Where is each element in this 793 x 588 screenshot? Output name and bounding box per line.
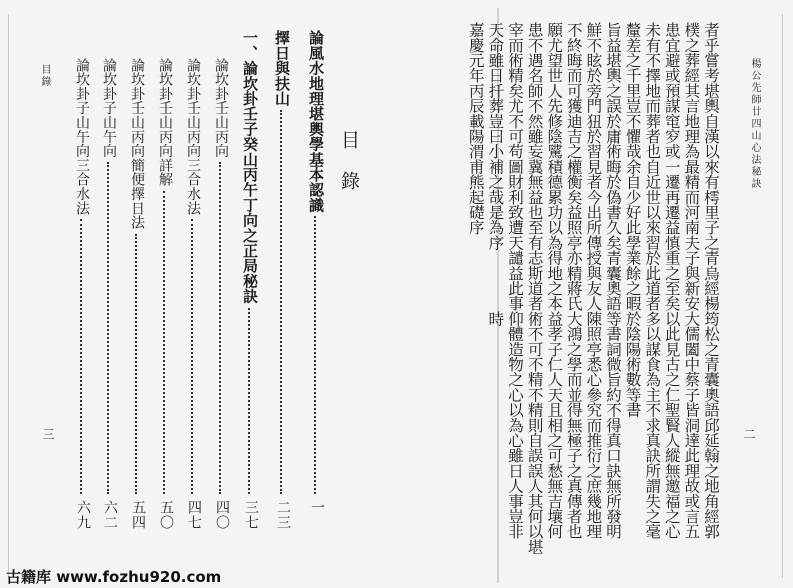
toc-entry-label: 論坎卦壬山丙向三合水法 [185, 58, 201, 216]
right-page-number: 二 [742, 428, 756, 440]
toc-page-number: 四〇 [214, 500, 230, 530]
toc-section-label: 擇日與扶山 [273, 30, 291, 106]
toc-page-number: 六二 [102, 500, 118, 530]
toc-dot-leader [219, 162, 221, 494]
toc-entry-label: 論坎卦壬山丙向 [213, 58, 229, 159]
preface-column: 不終晦而可獲迪吉之權衡矣益照亭亦精蔣氏大鴻之學而並得無極子之真傳者也 [564, 22, 583, 539]
toc-entry-label: 論坎卦子山午向 [101, 58, 117, 159]
site-watermark: 古籍库 www.fozhu920.com [6, 568, 222, 586]
toc-page-number: 一 [309, 500, 325, 515]
preface-column: 者乎嘗考堪輿自漢以來有樗里子之青烏經楊筠松之青囊奧語邱延翰之地角經郭 [702, 22, 720, 539]
preface-column: 患不遇名師不然雖妄冀無益也至有志斯道者術不可不精不精則自誤誤人其何以堪 [525, 22, 544, 555]
toc-dot-leader [80, 219, 82, 494]
preface-column: 樸之葬經其言地理為最精而河南夫子與新安大儒闔中蔡子皆洞達此理故或言五 [682, 22, 701, 539]
toc-dot-leader [314, 216, 316, 494]
left-page-header: 目錄 [39, 64, 50, 88]
toc-page-number: 五〇 [158, 500, 174, 530]
toc-dot-leader [107, 162, 109, 494]
right-page-header: 楊公先師廿四山心法秘訣 [749, 58, 760, 190]
toc-section-label: 一、論坎卦壬子癸山丙午丁向之正局秘訣 [241, 30, 259, 304]
toc-page-number: 三七 [243, 500, 259, 530]
toc-dot-leader [135, 234, 137, 494]
right-page-edge [782, 14, 783, 578]
toc-dot-leader [280, 110, 282, 494]
footer-bar [0, 570, 793, 588]
toc-page-number: 五四 [130, 500, 146, 530]
left-page-edge [8, 14, 9, 578]
preface-column: 宰而術精矣尤不可苟圖財利致遭天譴益此事仰體造物之心以為心雖日人事豈非 [506, 22, 524, 539]
preface-column: 釐差之千里豈不懼哉余自少好此學業餘之暇於陰陽術數等書 [623, 22, 642, 418]
toc-entry-label: 論坎卦壬山丙向簡便擇日法 [129, 58, 145, 230]
toc-entry-label: 論坎卦子山午向三合水法 [74, 58, 90, 216]
toc-dot-leader [191, 219, 193, 494]
toc-page-number: 四七 [186, 500, 202, 530]
toc-dot-leader [163, 191, 165, 494]
toc-section-label: 論風水地理堪輿學基本認識 [307, 30, 325, 213]
preface-column: 天命雖日扦葬豈曰小補之哉是為序 時 [486, 22, 505, 327]
toc-entry-label: 論坎卦壬山丙向詳解 [157, 58, 173, 187]
toc-dot-leader [248, 308, 250, 494]
left-page-number: 三 [41, 428, 55, 440]
preface-column: 旨益堪輿之誤於庸術晦於偽書久矣青囊奧語等書詞微旨約不得真口訣無所發明 [604, 22, 622, 539]
preface-column: 未有不擇地而葬者也自近世以來習於此道者多以謀食為主不求真訣所謂失之毫 [643, 22, 662, 539]
toc-title: 目錄 [338, 130, 360, 212]
preface-column: 患宜避或預謀窀穸或一遷再遷益慎重之至矣以此見古之仁聖賢人縱無邀福之心 [662, 22, 681, 539]
preface-column: 嘉慶元年丙辰載陽渭甫熊起礎序 [466, 22, 485, 235]
toc-page-number: 二三 [275, 500, 291, 530]
toc-page-number: 六九 [75, 500, 91, 530]
preface-column: 鮮不眩於旁門狃於習見者今出所傳授與友人陳照亭悉心參究而推衍之庶幾地理 [584, 22, 603, 539]
preface-column: 願尤望世人先修陰騭積德累功以為得地之本益孝子仁人天且相之可愁無吉壤何 [545, 22, 564, 539]
